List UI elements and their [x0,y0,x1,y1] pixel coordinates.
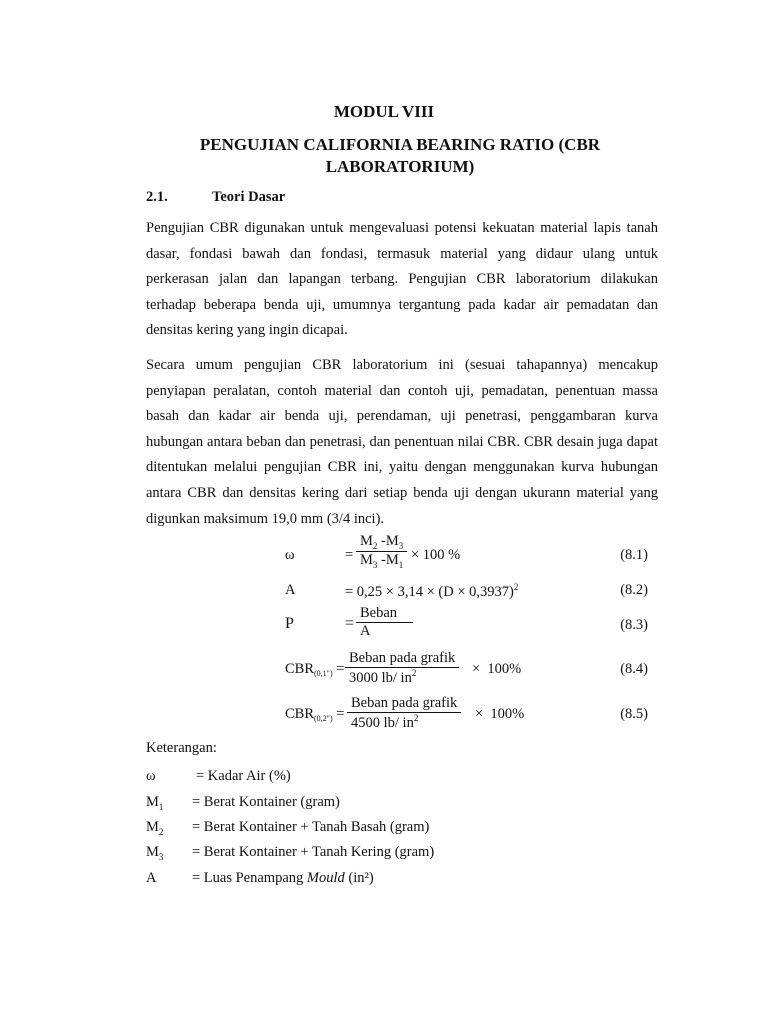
section-title: Teori Dasar [212,189,286,205]
equation-8-4: $CBR_{(0,1")}$ = Beban pada grafik 3000 lb/ $in^2$ × 100% (8.4) [285,650,648,686]
equation-number: (8.2) [620,582,648,598]
eq-symbol: $CBR_{(0,2")}$ = [285,706,345,723]
page-title: PENGUJIAN CALIFORNIA BEARING RATIO (CBR LABORATORIUM) [199,135,601,176]
eq-symbol: ω [285,547,295,563]
section-number: 2.1. [146,189,168,205]
equation-number: (8.1) [620,547,648,563]
equation-number: (8.4) [620,661,648,677]
equation-number: (8.5) [620,706,648,722]
keterangan-heading: Keterangan: [146,740,217,756]
equation-8-1: ω = $\frac{M_2 -M_3}{M_3 -M_1}$ × 100 % (8.1) [285,533,648,570]
legend-a: A = Luas Penampang Mould (in²) [146,870,374,886]
eq-symbol: A [285,582,296,598]
eq-symbol: P [285,615,294,632]
legend-m2: $M_2$ = Berat Kontainer + Tanah Basah (gram) [146,819,430,837]
equation-8-3: P = Beban A (8.3) [285,605,648,639]
eq-fraction: Beban pada grafik 4500 lb/ $in^2$ [347,695,461,732]
eq-fraction: $\frac{M_2 -M_3}{M_3 -M_1}$ [356,533,407,570]
equation-number: (8.3) [620,617,648,633]
legend-omega: ω = Kadar Air (%) [146,768,291,784]
equation-8-5: $CBR_{(0,2")}$ = Beban pada grafik 4500 lb/ $in^2$ × 100% (8.5) [285,695,648,731]
section-heading [146,189,285,206]
eq-symbol: $CBR_{(0,1")}$ = [285,661,345,678]
paragraph-2: Secara umum pengujian CBR laboratorium ini (sesuai tahapannya) mencakup penyiapan peralatan, contoh material dan contoh uji, pemadatan, penentuan massa basah dan kadar air benda uji, perendaman, uji penetrasi, penggambaran kurva hubungan antara beban dan penetrasi, dan penentuan nilai CBR. CBR desain juga dapat ditentukan melalui pengujian CBR ini, yaitu dengan menggunakan kurva hubungan antara CBR dan densitas kering dari setiap benda uji dengan ukurann material yang digunkan maksimum 19,0 mm (3/4 inci). [146,357,658,527]
equation-8-2: A = $0,25 \times 3,14 \times (D \times 0,3937)^2$ (8.2) [285,582,648,600]
module-title: MODUL VIII [333,102,435,121]
legend-m3: $M_3$ = Berat Kontainer + Tanah Kering (gram) [146,844,435,862]
legend-m1: $M_1$ = Berat Kontainer (gram) [146,794,340,812]
eq-fraction: Beban A [356,605,413,640]
eq-fraction: Beban pada grafik 3000 lb/ $in^2$ [345,650,459,687]
paragraph-1: Pengujian CBR digunakan untuk mengevaluasi potensi kekuatan material lapis tanah dasar, fondasi bawah dan fondasi, termasuk material yang didaur ulang untuk perkerasan jalan dan lapangan terbang. Pengujian CBR laboratorium dilakukan terhadap beberapa benda uji, umumnya tergantung pada kadar air pemadatan dan densitas kering yang ingin dicapai. [146,220,658,339]
